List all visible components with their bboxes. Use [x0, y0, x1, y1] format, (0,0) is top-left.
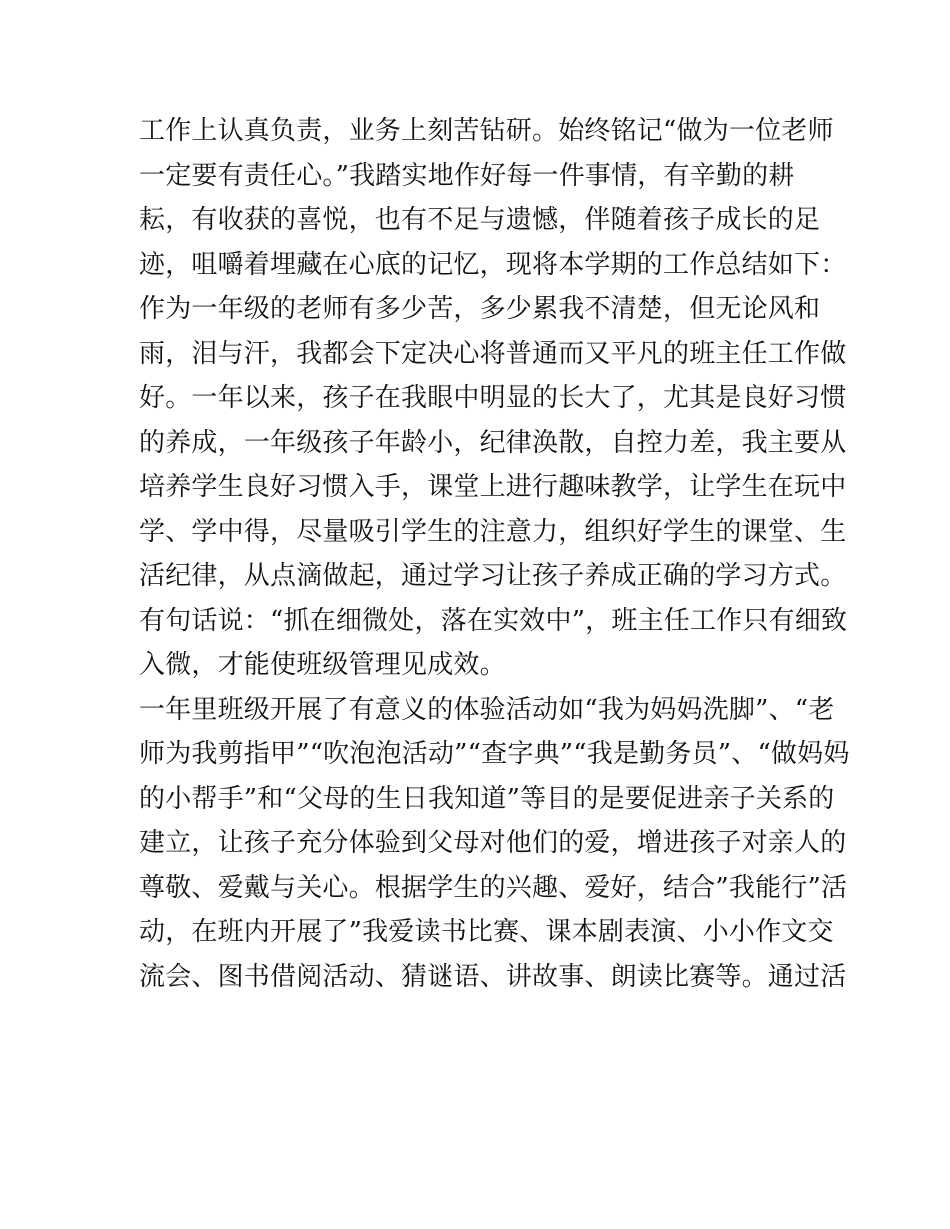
- text-line: 好。一年以来，孩子在我眼中明显的长大了，尤其是良好习惯: [139, 383, 847, 413]
- text-line: 一年里班级开展了有意义的体验活动如“我为妈妈洗脚”、“老: [139, 694, 835, 725]
- text-line: 尊敬、爱戴与关心。根据学生的兴趣、爱好，结合”我能行”活: [139, 872, 848, 903]
- text-line: 的养成，一年级孩子年龄小，纪律涣散，自控力差，我主要从: [139, 427, 847, 458]
- text-line: 一定要有责任心。”我踏实地作好每一件事情，有辛勤的耕: [139, 160, 795, 191]
- text-line: 工作上认真负责，业务上刻苦钻研。始终铭记“做为一位老师: [139, 116, 834, 146]
- text-line: 师为我剪指甲”“吹泡泡活动”“查字典”“我是勤务员”、“做妈妈: [139, 739, 850, 769]
- text-line: 有句话说：“抓在细微处，落在实效中”，班主任工作只有细致: [139, 605, 848, 636]
- text-line: 学、学中得，尽量吸引学生的注意力，组织好学生的课堂、生: [139, 516, 847, 547]
- text-line: 培养学生良好习惯入手，课堂上进行趣味教学，让学生在玩中: [139, 472, 847, 502]
- text-line: 耘，有收获的喜悦，也有不足与遗憾，伴随着孩子成长的足: [139, 205, 821, 235]
- text-line: 流会、图书借阅活动、猜谜语、讲故事、朗读比赛等。通过活: [139, 961, 847, 992]
- text-line: 作为一年级的老师有多少苦，多少累我不清楚，但无论风和: [139, 294, 821, 324]
- body-text: [139, 109, 850, 999]
- text-line: 迹，咀嚼着埋藏在心底的记忆，现将本学期的工作总结如下：: [139, 249, 847, 280]
- text-line: 入微，才能使班级管理见成效。: [139, 650, 506, 680]
- text-line: 雨，泪与汗，我都会下定决心将普通而又平凡的班主任工作做: [139, 338, 847, 369]
- text-line: 活纪律，从点滴做起，通过学习让孩子养成正确的学习方式。: [139, 561, 847, 591]
- text-line: 的小帮手”和“父母的生日我知道”等目的是要促进亲子关系的: [139, 783, 835, 814]
- text-line: 建立，让孩子充分体验到父母对他们的爱，增进孩子对亲人的: [139, 828, 847, 858]
- text-line: 动，在班内开展了”我爱读书比赛、课本剧表演、小小作文交: [139, 917, 834, 947]
